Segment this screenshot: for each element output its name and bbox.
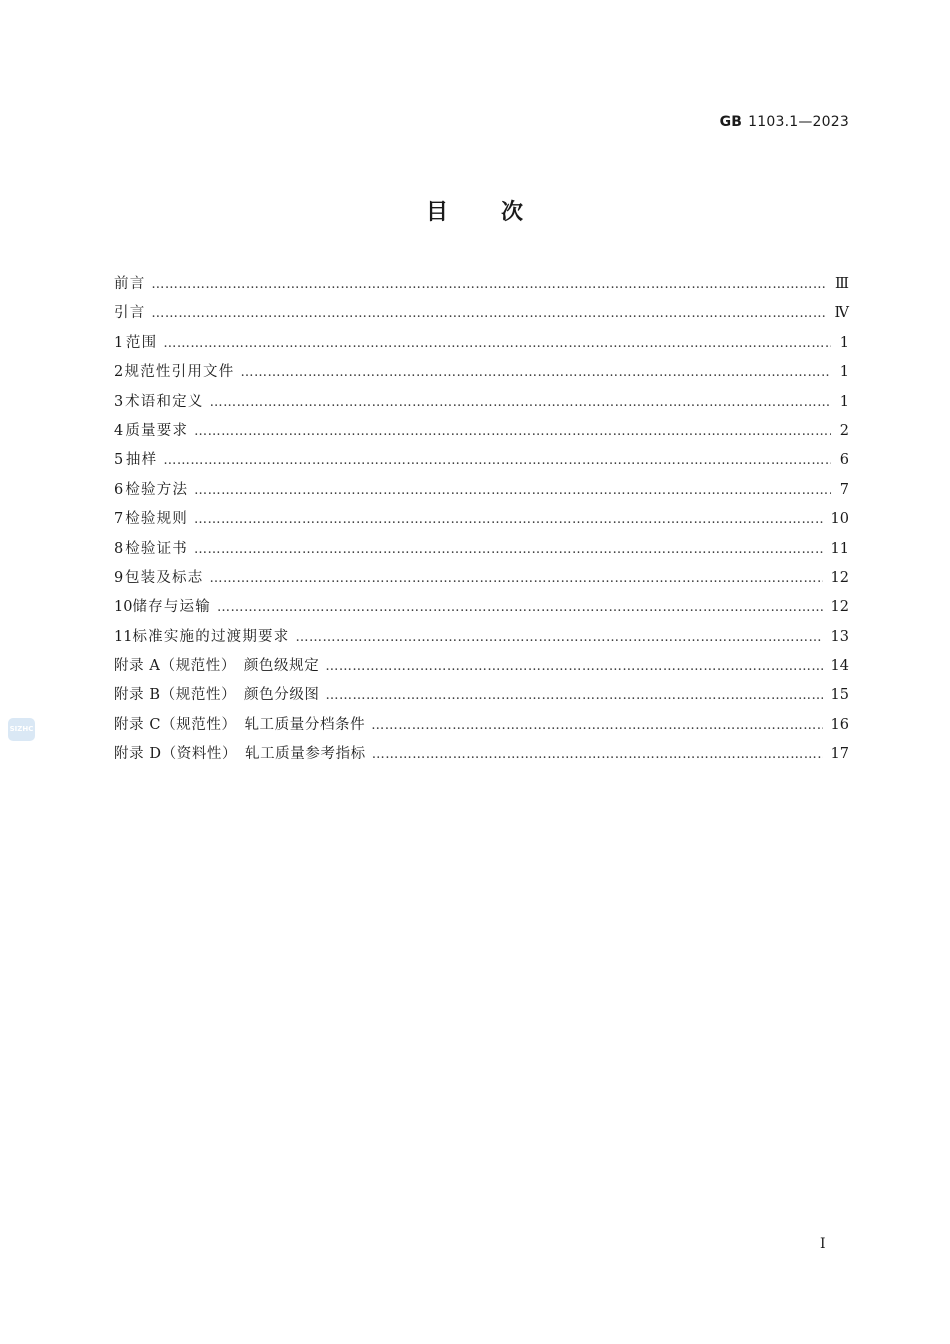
- toc-entry-number: 7: [114, 511, 124, 528]
- toc-entry[interactable]: [114, 358, 849, 387]
- toc-entry-label: 储存与运输: [132, 599, 211, 616]
- toc-entry[interactable]: [114, 476, 849, 505]
- toc-entry-number: 5: [114, 452, 124, 469]
- toc-leader-dots: [217, 593, 823, 622]
- toc-entry[interactable]: [114, 623, 849, 652]
- toc-entry[interactable]: [114, 329, 849, 358]
- toc-entry-label: 检验证书: [125, 540, 189, 557]
- toc-entry-label: 检验规则: [125, 511, 189, 528]
- page-title: [0, 195, 950, 226]
- toc-entry-page: 16: [830, 716, 849, 733]
- toc-leader-dots: [209, 564, 822, 593]
- standard-prefix: GB: [719, 114, 743, 130]
- toc-entry[interactable]: [114, 535, 849, 564]
- toc-entry-label: 检验方法: [125, 481, 189, 498]
- toc-entry-page: 1: [839, 334, 849, 351]
- toc-entry[interactable]: [114, 388, 849, 417]
- toc-entry-page: 17: [830, 746, 849, 763]
- toc-entry-number: 8: [114, 540, 124, 557]
- toc-entry-page: 15: [830, 687, 849, 704]
- toc-leader-dots: [210, 388, 831, 417]
- toc-entry-appendix[interactable]: [114, 652, 849, 681]
- toc-entry-number: 10: [114, 599, 133, 616]
- toc-entry-page: 1: [839, 364, 849, 381]
- toc-leader-dots: [194, 476, 831, 505]
- toc-leader-dots: [371, 711, 822, 740]
- toc-entry-number: 1: [114, 334, 124, 351]
- toc-entry-page: 12: [830, 599, 849, 616]
- standard-number: 1103.1—2023: [748, 114, 849, 130]
- toc-entry-appendix[interactable]: [114, 740, 849, 769]
- toc-leader-dots: [163, 446, 831, 475]
- toc-entry-number: 2: [114, 364, 124, 381]
- toc-entry-label: 范围: [125, 334, 158, 351]
- toc-leader-dots: [240, 358, 831, 387]
- toc-entry-number: 11: [114, 628, 133, 645]
- toc-entry-page: 2: [839, 422, 849, 439]
- toc-entry-label: 包装及标志: [124, 569, 204, 586]
- toc-entry-label: 标准实施的过渡期要求: [132, 628, 290, 645]
- page-number: Ⅰ: [820, 1236, 826, 1252]
- toc-entry-label: 术语和定义: [125, 393, 204, 410]
- toc-entry-label: 附录 B（规范性） 颜色分级图: [114, 687, 320, 704]
- toc-entry-label: 质量要求: [125, 422, 189, 439]
- toc-leader-dots: [372, 740, 823, 769]
- toc-entry[interactable]: [114, 593, 849, 622]
- toc-entry[interactable]: [114, 446, 849, 475]
- toc-entry[interactable]: [114, 299, 849, 328]
- toc-entry[interactable]: [114, 417, 849, 446]
- toc-entry-label: 附录 A（规范性） 颜色级规定: [114, 658, 320, 675]
- toc-entry-page: 10: [830, 511, 849, 528]
- toc-leader-dots: [295, 623, 822, 652]
- toc-entry-page: 11: [830, 540, 849, 557]
- toc-entry-page: 1: [839, 393, 849, 410]
- toc-entry-page: Ⅳ: [834, 305, 849, 322]
- toc-entry-label: 引言: [114, 305, 146, 322]
- toc-entry-label: 附录 D（资料性） 轧工质量参考指标: [114, 746, 366, 763]
- toc-leader-dots: [194, 417, 831, 446]
- toc-leader-dots: [325, 652, 822, 681]
- toc-entry-number: 6: [114, 481, 124, 498]
- toc-entry-label: 附录 C（规范性） 轧工质量分档条件: [114, 716, 366, 733]
- title-char-left: 目: [425, 200, 449, 225]
- toc-leader-dots: [151, 270, 827, 299]
- toc-leader-dots: [194, 535, 823, 564]
- toc-entry-page: Ⅲ: [835, 276, 849, 292]
- toc-entry[interactable]: [114, 270, 849, 299]
- toc-entry-label: 规范性引用文件: [124, 364, 235, 381]
- toc-entry-page: 12: [830, 569, 849, 586]
- toc-entry-number: 4: [114, 422, 124, 439]
- toc-entry-page: 7: [839, 481, 849, 498]
- toc-leader-dots: [163, 329, 831, 358]
- toc-entry-appendix[interactable]: [114, 711, 849, 740]
- toc-leader-dots: [151, 299, 826, 328]
- toc-entry-appendix[interactable]: [114, 681, 849, 710]
- table-of-contents: [114, 270, 849, 770]
- toc-entry-number: 9: [114, 569, 124, 586]
- toc-entry-page: 14: [830, 658, 849, 675]
- toc-entry-page: 13: [830, 628, 849, 645]
- title-char-right: 次: [501, 200, 525, 225]
- standard-code: [720, 114, 849, 130]
- toc-entry[interactable]: [114, 505, 849, 534]
- side-watermark-logo: SIZHC: [8, 718, 35, 741]
- toc-entry-page: 6: [839, 452, 849, 469]
- toc-entry-label: 抽样: [125, 452, 158, 469]
- toc-leader-dots: [326, 681, 823, 710]
- toc-entry-label: 前言: [114, 276, 146, 292]
- toc-entry[interactable]: [114, 564, 849, 593]
- toc-entry-number: 3: [114, 393, 124, 410]
- toc-leader-dots: [194, 505, 823, 534]
